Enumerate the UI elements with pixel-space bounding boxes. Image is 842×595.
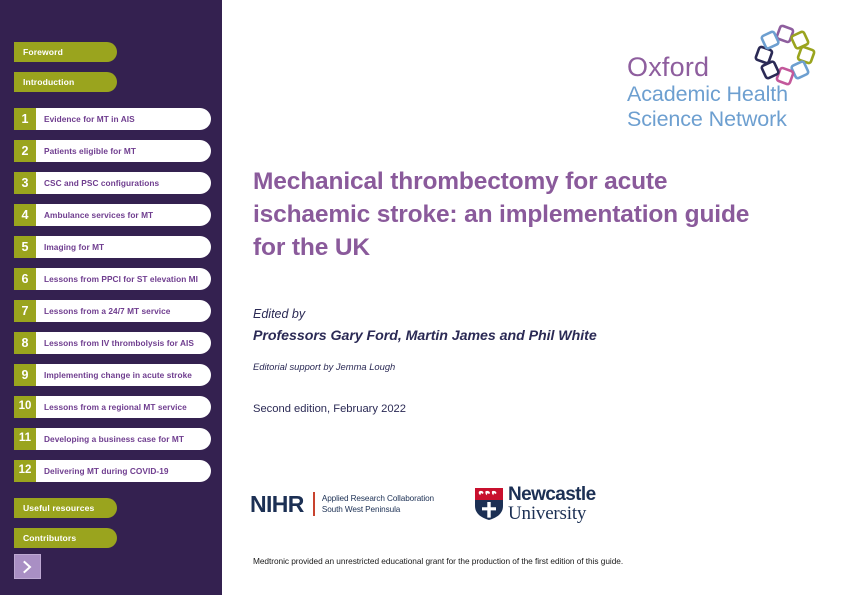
- chapter-number-badge: 10: [14, 396, 36, 418]
- sidebar-item-chapter-8[interactable]: [14, 332, 222, 354]
- chapter-label: Evidence for MT in AIS: [36, 108, 211, 130]
- oxford-ahsn-logo: [627, 24, 817, 130]
- sidebar-item-label: Useful resources: [23, 502, 95, 513]
- sidebar-item-label: Introduction: [23, 76, 75, 87]
- sidebar-item-chapter-1[interactable]: [14, 108, 222, 130]
- chevron-right-icon: [22, 560, 33, 574]
- chapter-number-badge: 2: [14, 140, 36, 162]
- page-title: Mechanical thrombectomy for acute ischaemic stroke: an implementation guide for the UK: [253, 168, 750, 261]
- chapter-number-badge: 4: [14, 204, 36, 226]
- sidebar-item-label: Contributors: [23, 532, 77, 543]
- sidebar-item-chapter-2[interactable]: [14, 140, 222, 162]
- chapter-label: Delivering MT during COVID-19: [36, 460, 211, 482]
- nihr-logo: [250, 489, 434, 519]
- newcastle-wordmark-line1: Newcastle: [508, 483, 596, 505]
- chapter-number-badge: 11: [14, 428, 36, 450]
- sidebar-item-chapter-11[interactable]: [14, 428, 222, 450]
- chapter-number-badge: 7: [14, 300, 36, 322]
- ahsn-wordmark-line2: Academic Health: [627, 82, 789, 106]
- chapter-label: Lessons from PPCI for ST elevation MI: [36, 268, 211, 290]
- sidebar-item-chapter-9[interactable]: [14, 364, 222, 386]
- newcastle-wordmark: [508, 483, 596, 524]
- chapter-label: Lessons from a 24/7 MT service: [36, 300, 211, 322]
- chapter-label: Developing a business case for MT: [36, 428, 211, 450]
- nihr-subtitle-line2: South West Peninsula: [321, 505, 401, 514]
- sidebar-item-chapter-10[interactable]: [14, 396, 222, 418]
- chapter-number-badge: 3: [14, 172, 36, 194]
- sidebar-item-chapter-3[interactable]: [14, 172, 222, 194]
- sidebar-item-foreword[interactable]: [14, 42, 117, 62]
- nihr-wordmark: NIHR: [250, 490, 304, 517]
- chapter-label: CSC and PSC configurations: [36, 172, 211, 194]
- cover-main-content: [222, 0, 842, 595]
- sidebar-nav-list: [0, 42, 222, 558]
- sidebar-item-chapter-7[interactable]: [14, 300, 222, 322]
- newcastle-crest-icon: [474, 487, 504, 521]
- next-page-button[interactable]: [14, 554, 41, 579]
- sidebar-item-label: Foreword: [23, 46, 63, 57]
- sidebar-item-chapter-4[interactable]: [14, 204, 222, 226]
- nihr-subtitle-line1: Applied Research Collaboration: [321, 493, 434, 503]
- sidebar-item-chapter-12[interactable]: [14, 460, 222, 482]
- nihr-divider: [313, 492, 315, 516]
- chapter-number-badge: 9: [14, 364, 36, 386]
- chapter-number-badge: 6: [14, 268, 36, 290]
- ahsn-wordmark-line1: Oxford: [627, 52, 710, 82]
- chapter-number-badge: 1: [14, 108, 36, 130]
- oxford-ahsn-wordmark: [627, 52, 817, 132]
- ahsn-wordmark-line3: Science Network: [627, 107, 787, 131]
- chapter-label: Patients eligible for MT: [36, 140, 211, 162]
- chapter-label: Implementing change in acute stroke: [36, 364, 211, 386]
- sidebar-navigation: [0, 0, 222, 595]
- editorial-support-credit: Editorial support by Jemma Lough: [253, 361, 396, 372]
- chapter-label: Lessons from IV thrombolysis for AIS: [36, 332, 211, 354]
- newcastle-wordmark-line2: University: [508, 502, 587, 524]
- chapter-label: Ambulance services for MT: [36, 204, 211, 226]
- edited-by-label: Edited by: [253, 307, 306, 321]
- editors-names: Professors Gary Ford, Martin James and Phil White: [253, 328, 597, 344]
- chapter-label: Imaging for MT: [36, 236, 211, 258]
- chapter-number-badge: 8: [14, 332, 36, 354]
- edition-info: Second edition, February 2022: [253, 403, 406, 415]
- chapter-number-badge: 5: [14, 236, 36, 258]
- sidebar-item-useful-resources[interactable]: [14, 498, 117, 518]
- chapter-label: Lessons from a regional MT service: [36, 396, 211, 418]
- sidebar-item-contributors[interactable]: [14, 528, 117, 548]
- sidebar-item-introduction[interactable]: [14, 72, 117, 92]
- sidebar-item-chapter-6[interactable]: [14, 268, 222, 290]
- chapter-number-badge: 12: [14, 460, 36, 482]
- funding-disclaimer: Medtronic provided an unrestricted educational grant for the production of the first edition of this guide.: [253, 556, 624, 566]
- newcastle-university-logo: [474, 483, 596, 524]
- nihr-subtitle: [322, 493, 434, 516]
- sidebar-item-chapter-5[interactable]: [14, 236, 222, 258]
